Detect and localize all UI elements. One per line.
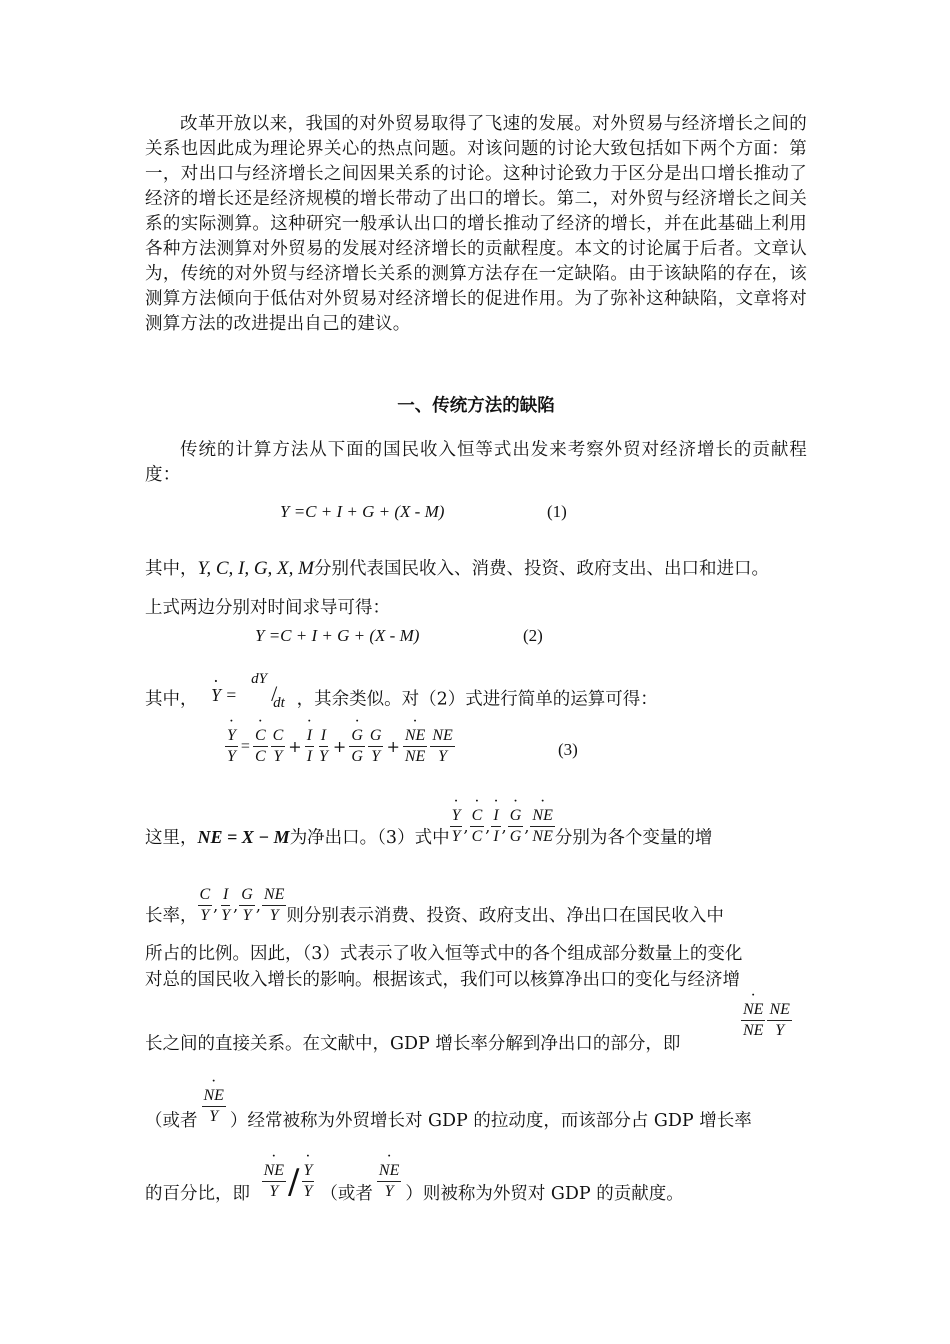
or1-prefix: （或者 — [145, 1111, 198, 1131]
rate-suffix: 则分别表示消费、投资、政府支出、净出口在国民收入中 — [286, 906, 724, 926]
dy-symbol: dY — [251, 671, 267, 687]
where-line-1 — [145, 555, 769, 580]
derive-line: 上式两边分别对时间求导可得： — [145, 598, 390, 618]
percent-line — [145, 1161, 684, 1205]
pct-mid: （或者 — [320, 1184, 373, 1204]
paragraph-2: 传统的计算方法从下面的国民收入恒等式出发来考察外贸对经济增长的贡献程度： — [145, 440, 807, 485]
net-export-fraction-1: · $\frac{NE}{NE}$ $\frac{NE}{Y}$ — [741, 1000, 792, 1041]
where-suffix: 分别代表国民收入、消费、投资、政府支出、出口和进口。 — [313, 559, 769, 579]
dydt-expression — [203, 671, 291, 715]
here-line — [145, 807, 713, 849]
intro-paragraph: 改革开放以来，我国的对外贸易取得了飞速的发展。对外贸易与经济增长之间的关系也因此成为理论界关心的热点问题。对该问题的讨论大致包括如下两个方面：第一，对出口与经济增长之间因果关系的讨论。这种讨论致力于区分是出口增长推动了经济的增长还是经济规模的增长带动了出口的增长。第二，对外贸与经济增长之间关系的实际测算。这种研究一般承认出口的增长推动了经济的增长，并在此基础上利用各种方法测算对外贸易的发展对经济增长的贡献程度。本文的讨论属于后者。文章认为，传统的对外贸与经济增长关系的测算方法存在一定缺陷。由于该缺陷的存在，该测算方法倾向于低估对外贸易对经济增长的促进作用。为了弥补这种缺陷，文章将对测算方法的改进提出自己的建议。 — [145, 114, 807, 334]
equation-3-number: (3) — [558, 740, 578, 759]
share-fractions: $\frac{C}{Y}$ , $\frac{I}{Y}$ , $\frac{G}{Y}$ , $\frac{NE}{Y}$ — [199, 886, 285, 924]
ne-definition: NE = X − M — [197, 827, 290, 847]
growth-rate-fractions: · $\frac{Y}{Y}$ , · $\frac{C}{C}$ , · $\frac{I}{I}$ , · $\frac{G}{G}$ , · $\frac{NE}{NE}$ — [450, 806, 555, 847]
where-prefix: 其中， — [145, 559, 198, 579]
where2-prefix: 其中， — [145, 689, 198, 710]
rate-prefix: 长率， — [145, 906, 198, 926]
where2-suffix: ，其余类似。对（2）式进行简单的运算可得： — [296, 689, 658, 710]
ydot-symbol: · Y = — [211, 685, 237, 706]
equation-1-number: (1) — [547, 502, 567, 521]
net-export-fraction-3: · $\frac{NE}{Y}$ — [377, 1161, 401, 1202]
where-variables: Y, C, I, G, X, M — [197, 558, 314, 579]
equation-2-number: (2) — [523, 626, 543, 645]
slash-symbol: / — [271, 681, 278, 706]
pct-prefix: 的百分比，即 — [145, 1184, 250, 1204]
here-prefix: 这里， — [145, 828, 198, 848]
equation-3: · $\frac{Y}{Y}$ = · $\frac{C}{C}$ $\frac{C}{Y}$ + · $\frac{I}{I}$ $\frac{I}{Y}$ + · $\frac{G}{G}$ $\frac{G}{Y}$ + · $\frac{NE}{NE}$ $\frac{NE}{Y}$ — [225, 726, 455, 767]
net-export-fraction-2: · $\frac{NE}{Y}$ — [202, 1086, 226, 1127]
contribution-ratio: · $\frac{NE}{Y}$ / · $\frac{Y}{Y}$ — [262, 1161, 315, 1202]
or1-suffix: ）经常被称为外贸增长对 GDP 的拉动度，而该部分占 GDP 增长率 — [229, 1111, 752, 1131]
or-line-1 — [145, 1087, 752, 1132]
here-mid: 为净出口。（3）式中 — [289, 828, 450, 848]
document-page — [145, 112, 807, 1204]
rate-line — [145, 886, 724, 927]
here-suffix: 分别为各个变量的增 — [554, 828, 713, 848]
proportion-line-2: 对总的国民收入增长的影响。根据该式，我们可以核算净出口的变化与经济增 — [145, 970, 740, 990]
proportion-line-1: 所占的比例。因此，（3）式表示了收入恒等式中的各个组成部分数量上的变化 — [145, 944, 743, 964]
equation-1: Y =C + I + G + (X - M) — [280, 502, 445, 521]
where-line-2 — [145, 671, 658, 715]
section-heading: 一、传统方法的缺陷 — [397, 396, 555, 416]
direct-line: 长之间的直接关系。在文献中，GDP 增长率分解到净出口的部分，即 — [145, 1034, 681, 1054]
dt-symbol: dt — [273, 695, 285, 711]
pct-suffix: ）则被称为外贸对 GDP 的贡献度。 — [405, 1184, 684, 1204]
equation-2: Y =C + I + G + (X - M) — [255, 626, 420, 645]
